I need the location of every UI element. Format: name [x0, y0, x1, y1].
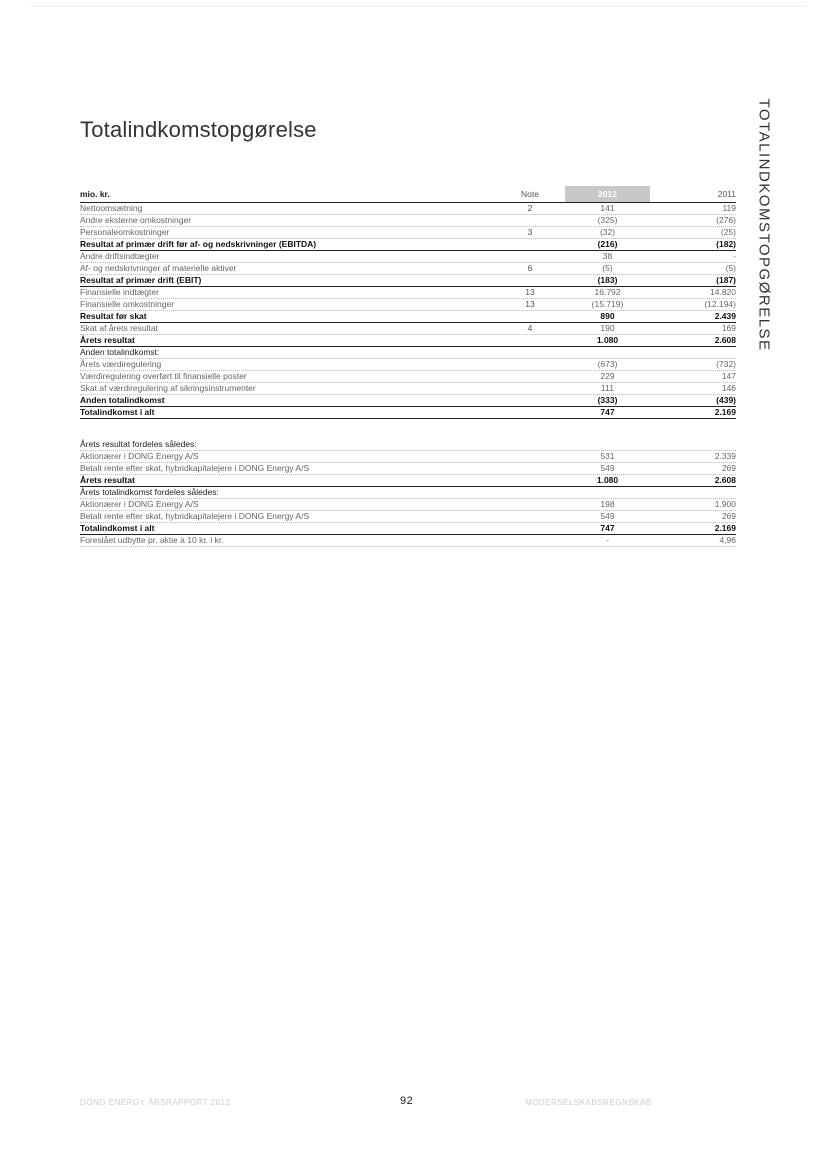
table-row	[80, 215, 736, 227]
row-value-2011: 146	[721, 383, 736, 393]
statement-rows	[80, 203, 736, 419]
footer-section-name: MODERSELSKABSREGNSKAB	[525, 1098, 652, 1107]
table-row	[80, 407, 736, 419]
row-label: Årets totalindkomst fordeles således:	[80, 487, 219, 497]
row-note: 13	[525, 299, 535, 309]
header-2012: 2012	[565, 186, 650, 202]
row-label: Værdiregulering overført til finansielle poster	[80, 371, 247, 381]
row-value-2011: (439)	[716, 395, 736, 405]
row-value-2012: 229	[600, 371, 615, 381]
table-row	[80, 275, 736, 287]
row-value-2011: 2.439	[714, 311, 736, 321]
table-row	[80, 451, 736, 463]
side-heading	[744, 98, 773, 540]
row-label: Resultat af primær drift før af- og nedskrivninger (EBITDA)	[80, 239, 317, 249]
row-value-2011: 147	[721, 371, 736, 381]
page-title: Totalindkomstopgørelse	[80, 116, 317, 142]
page-number: 92	[400, 1095, 414, 1107]
row-value-2011: (25)	[720, 227, 736, 237]
table-row	[80, 287, 736, 299]
row-label: Nettoomsætning	[80, 203, 143, 213]
row-value-2012: 1.080	[596, 475, 619, 485]
row-value-2012: 111	[601, 383, 614, 393]
row-value-2011: 119	[722, 203, 736, 213]
row-value-2011: 2.339	[714, 451, 736, 461]
row-value-2012: (183)	[597, 275, 618, 285]
table-row	[80, 323, 736, 335]
table-row	[80, 371, 736, 383]
row-value-2012: -	[606, 535, 609, 545]
table-row	[80, 395, 736, 407]
row-label: Andre eksterne omkostninger	[80, 215, 192, 225]
row-label: Årets resultat	[80, 475, 135, 485]
row-label: Totalindkomst i alt	[80, 407, 155, 417]
row-value-2011: (276)	[716, 215, 736, 225]
table-row	[80, 227, 736, 239]
table-row	[80, 511, 736, 523]
header-note: Note	[521, 189, 539, 199]
row-value-2011: 2.169	[714, 523, 736, 533]
row-label: Foreslået udbytte pr. aktie à 10 kr. i kr.	[80, 535, 224, 545]
footer-report-name: DONG ENERGY ÅRSRAPPORT 2012	[80, 1098, 231, 1107]
row-note: 13	[525, 287, 535, 297]
row-value-2012: 1.080	[596, 335, 619, 345]
row-value-2012: (325)	[597, 215, 618, 225]
row-value-2011: 14.820	[710, 287, 736, 297]
section-gap	[80, 419, 736, 439]
row-value-2011: 2.608	[714, 475, 736, 485]
row-value-2011: (187)	[716, 275, 736, 285]
side-heading-text: TOTALINDKOMSTOPGØRELSE	[755, 98, 773, 352]
row-value-2012: 747	[600, 407, 615, 417]
table-row	[80, 251, 736, 263]
row-value-2012: (333)	[597, 395, 618, 405]
row-value-2012: (673)	[597, 359, 618, 369]
table-row	[80, 263, 736, 275]
table-header	[80, 186, 736, 203]
table-row	[80, 475, 736, 487]
row-value-2012: 549	[600, 463, 615, 473]
income-statement-table	[80, 186, 736, 547]
row-value-2012: 198	[600, 499, 615, 509]
row-value-2012: 747	[600, 523, 615, 533]
row-note: 6	[527, 263, 533, 273]
table-row	[80, 439, 736, 451]
row-label: Af- og nedskrivninger af materielle aktiver	[80, 263, 237, 273]
row-value-2011: (182)	[716, 239, 736, 249]
row-value-2011: 269	[721, 511, 736, 521]
row-note: 3	[527, 227, 533, 237]
header-2011: 2011	[717, 189, 736, 199]
row-value-2011: 169	[721, 323, 736, 333]
table-row	[80, 311, 736, 323]
row-value-2011: 269	[721, 463, 736, 473]
table-row	[80, 347, 736, 359]
row-label: Årets værdiregulering	[80, 359, 162, 369]
row-label: Resultat før skat	[80, 311, 147, 321]
table-row	[80, 535, 736, 547]
row-label: Anden totalindkomst:	[80, 347, 160, 357]
row-label: Andre driftsindtægter	[80, 251, 160, 261]
row-value-2012: 190	[600, 323, 615, 333]
row-value-2011: 1.900	[714, 499, 736, 509]
row-label: Årets resultat	[80, 335, 135, 345]
distribution-rows	[80, 439, 736, 547]
row-label: Årets resultat fordeles således:	[80, 439, 197, 449]
row-label: Finansielle omkostninger	[80, 299, 175, 309]
row-label: Betalt rente efter skat, hybridkapitalejere i DONG Energy A/S	[80, 463, 310, 473]
row-label: Anden totalindkomst	[80, 395, 165, 405]
row-value-2011: -	[733, 251, 736, 261]
row-value-2012: 141	[600, 203, 615, 213]
table-row	[80, 487, 736, 499]
table-row	[80, 335, 736, 347]
row-label: Betalt rente efter skat, hybridkapitalejere i DONG Energy A/S	[80, 511, 310, 521]
row-label: Finansielle indtægter	[80, 287, 159, 297]
top-rule	[30, 6, 806, 7]
row-label: Skat af årets resultat	[80, 323, 158, 333]
row-label: Totalindkomst i alt	[80, 523, 155, 533]
row-value-2012: (32)	[599, 227, 616, 237]
row-value-2012: 16.792	[594, 287, 621, 297]
row-label: Aktionærer i DONG Energy A/S	[80, 451, 199, 461]
row-value-2012: 38	[602, 251, 613, 261]
row-value-2012: (15.719)	[591, 299, 624, 309]
row-label: Aktionærer i DONG Energy A/S	[80, 499, 199, 509]
row-label: Resultat af primær drift (EBIT)	[80, 275, 202, 285]
row-note: 2	[527, 203, 533, 213]
header-unit: mio. kr.	[80, 189, 110, 199]
row-value-2011: 2.608	[714, 335, 736, 345]
table-row	[80, 383, 736, 395]
table-row	[80, 499, 736, 511]
table-row	[80, 359, 736, 371]
row-label: Skat af værdiregulering af sikringsinstrumenter	[80, 383, 256, 393]
row-value-2011: (5)	[725, 263, 736, 273]
row-value-2012: (216)	[597, 239, 618, 249]
row-note: 4	[527, 323, 533, 333]
table-row	[80, 463, 736, 475]
table-row	[80, 203, 736, 215]
table-row	[80, 299, 736, 311]
row-value-2012: (5)	[602, 263, 613, 273]
row-value-2011: 4,96	[719, 535, 736, 545]
table-row	[80, 523, 736, 535]
row-value-2012: 531	[600, 451, 615, 461]
row-value-2011: (12.194)	[704, 299, 736, 309]
row-value-2011: 2.169	[714, 407, 736, 417]
row-label: Personaleomkostninger	[80, 227, 170, 237]
row-value-2012: 549	[600, 511, 615, 521]
row-value-2012: 890	[600, 311, 615, 321]
table-row	[80, 239, 736, 251]
row-value-2011: (732)	[716, 359, 736, 369]
